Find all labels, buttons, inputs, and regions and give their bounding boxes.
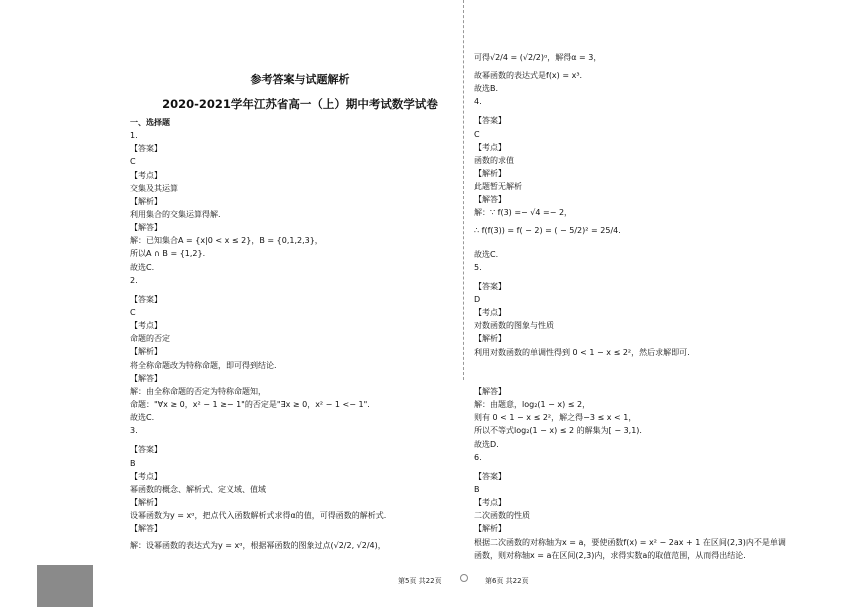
text-line: 【答案】	[130, 445, 162, 455]
text-line: 故幂函数的表达式是f(x) = x³.	[474, 71, 583, 80]
text-line: D	[474, 294, 481, 304]
text-line: 解：由全称命题的否定为特称命题知，	[130, 386, 266, 396]
text-line: C	[130, 307, 136, 317]
blank-line	[474, 372, 814, 385]
text-line: 4.	[474, 97, 482, 107]
text-line: 解：已知集合A = {x|0 < x ≤ 2}，B = {0,1,2,3}，	[130, 236, 323, 246]
text-line: 【答案】	[474, 471, 506, 481]
text-line: 1.	[130, 131, 138, 141]
text-line: 根据二次函数的对称轴为x = a，要使函数f(x) = x² − 2ax + 1 在区间(2,3)内不是单调	[474, 537, 786, 547]
text-line: 将全称命题改为特称命题，即可得到结论.	[130, 360, 277, 370]
text-line: 此题暂无解析	[474, 182, 522, 192]
page-number-left: 第5页 共22页	[398, 577, 442, 585]
text-line: 【解析】	[474, 334, 506, 344]
text-line: 【解析】	[130, 196, 162, 206]
blank-line	[474, 359, 814, 372]
text-line: 3.	[130, 426, 138, 436]
text-line: 解：∵ f(3) =− √4 =− 2，	[474, 208, 573, 218]
text-line: 【解答】	[474, 386, 506, 396]
text-line: 所以A ∩ B = {1,2}.	[130, 249, 206, 259]
text-line: 【解析】	[130, 347, 162, 357]
text-line: 【考点】	[474, 142, 506, 152]
text-line: 【解析】	[474, 168, 506, 178]
text-line: 故选C.	[130, 413, 155, 423]
text-line: 对数函数的图象与性质	[474, 321, 554, 331]
text-line: 故选C.	[130, 262, 155, 272]
text-line: 【解答】	[130, 373, 162, 383]
text-line: 二次函数的性质	[474, 511, 530, 521]
text-line: C	[474, 129, 480, 139]
text-line: 可得√2/4 = (√2/2)ᵅ，解得α = 3，	[474, 53, 602, 62]
text-line: 利用集合的交集运算得解.	[130, 209, 221, 219]
section-heading: 一、选择题	[130, 118, 170, 127]
text-line: 【解答】	[130, 524, 162, 534]
text-line: C	[130, 157, 136, 167]
text-line: 解：由题意，log₂(1 − x) ≤ 2，	[474, 400, 591, 410]
text-line: 则有 0 < 1 − x ≤ 2²，解之得−3 ≤ x < 1，	[474, 413, 637, 423]
text-line: B	[130, 458, 136, 468]
page-number-right: 第6页 共22页	[485, 577, 529, 585]
corner-block	[37, 565, 93, 607]
text-line: 【解答】	[474, 195, 506, 205]
doc-title: 参考答案与试题解析	[250, 73, 350, 86]
text-line: 命题的否定	[130, 334, 170, 344]
text-line: 【答案】	[130, 144, 162, 154]
text-line: 幂函数的概念、解析式、定义域、值域	[130, 484, 266, 494]
text-line: 命题："∀x ≥ 0，x² − 1 ≥− 1"的否定是"∃x ≥ 0，x² − 1 <− 1".	[130, 399, 370, 409]
text-line: 【解答】	[130, 223, 162, 233]
text-line: 【解析】	[130, 497, 162, 507]
text-line: 【考点】	[474, 498, 506, 508]
left-content	[130, 116, 470, 557]
text-line: 2.	[130, 275, 138, 285]
text-line: 【考点】	[130, 170, 162, 180]
text-line: 故选D.	[474, 439, 499, 449]
text-line: 交集及其运算	[130, 183, 178, 193]
text-line: 所以不等式log₂(1 − x) ≤ 2 的解集为[ − 3,1).	[474, 426, 642, 436]
text-line: 【考点】	[130, 471, 162, 481]
page-divider	[463, 0, 465, 380]
text-line: ∴ f(f(3)) = f( − 2) = ( − 5/2)² = 25/4.	[474, 225, 621, 235]
text-line: 【解析】	[474, 524, 506, 534]
text-line: 【答案】	[474, 116, 506, 126]
text-line: 【答案】	[130, 294, 162, 304]
right-content	[474, 47, 814, 562]
text-line: 【考点】	[130, 321, 162, 331]
text-line: 故选B.	[474, 84, 499, 94]
text-line: 【答案】	[474, 281, 506, 291]
page-separator-icon	[460, 574, 468, 582]
text-line: 【考点】	[474, 308, 506, 318]
text-line: 故选C.	[474, 249, 499, 259]
text-line: 利用对数函数的单调性得到 0 < 1 − x ≤ 2²，然后求解即可.	[474, 347, 690, 357]
text-line: 5.	[474, 262, 482, 272]
exam-title: 2020-2021学年江苏省高一（上）期中考试数学试卷	[162, 97, 438, 111]
text-line: B	[474, 484, 480, 494]
text-line: 设幂函数为y = xᵅ，把点代入函数解析式求得α的值，可得函数的解析式.	[130, 511, 387, 521]
text-line: 解：设幂函数的表达式为y = xᵅ，根据幂函数的图象过点(√2/2, √2/4)，	[130, 541, 386, 551]
text-line: 函数，则对称轴x = a在区间(2,3)内，求得实数a的取值范围，从而得出结论.	[474, 550, 746, 560]
text-line: 6.	[474, 452, 482, 462]
text-line: 函数的求值	[474, 155, 514, 165]
